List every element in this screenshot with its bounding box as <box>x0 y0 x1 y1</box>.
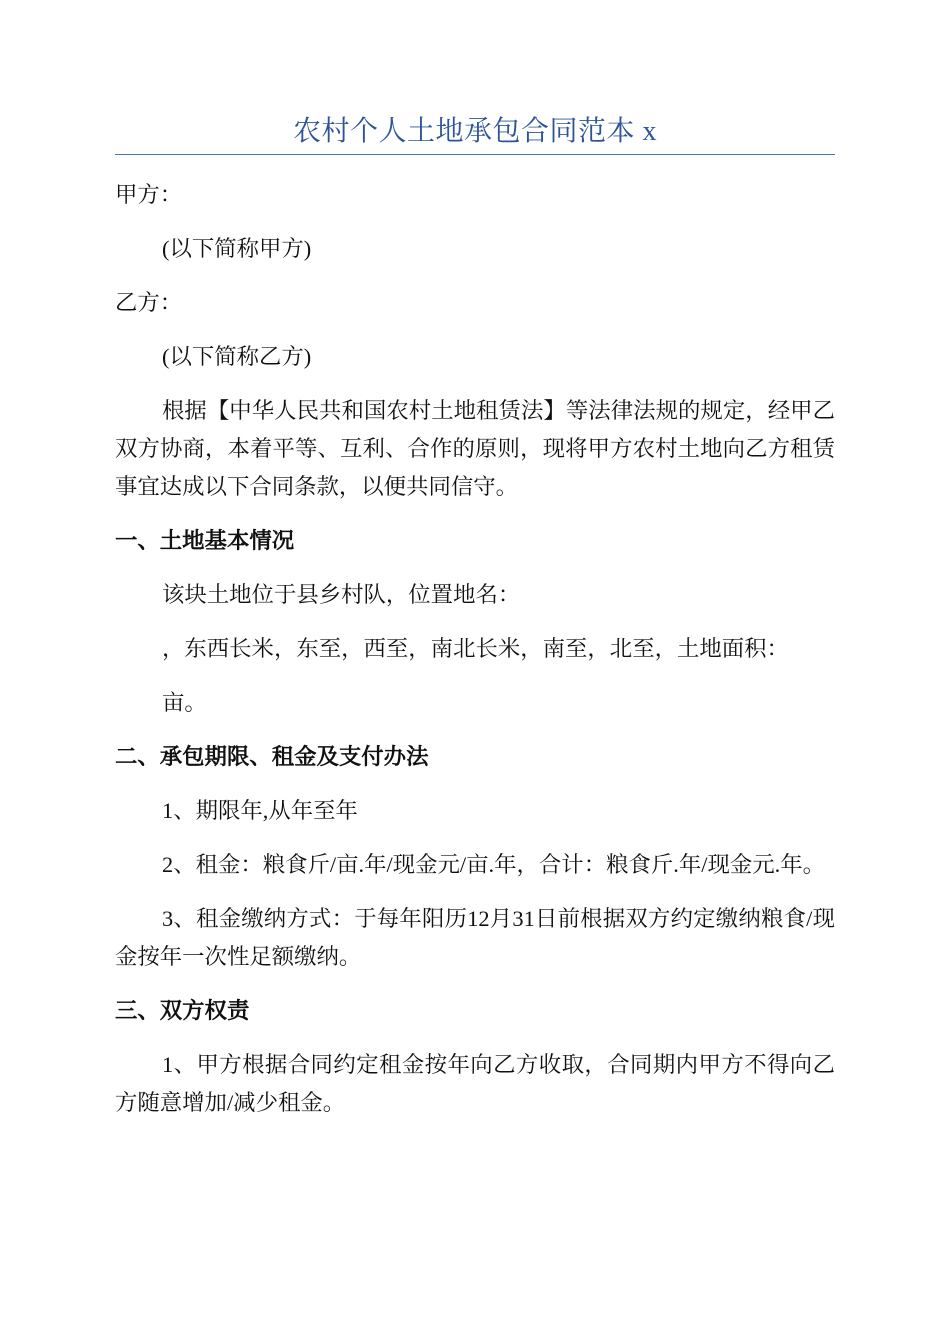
section-3-heading: 三、双方权责 <box>115 998 250 1023</box>
party-a-note: (以下简称甲方) <box>162 236 312 261</box>
section-1-paragraph-3: 亩。 <box>162 690 207 715</box>
document-title: 农村个人土地承包合同范本 x <box>292 116 657 147</box>
section-2-paragraph-1: 1、期限年,从年至年 <box>162 798 358 823</box>
section-2-heading: 二、承包期限、租金及支付办法 <box>115 744 429 769</box>
title-block <box>115 112 835 155</box>
party-b-note: (以下简称乙方) <box>162 344 312 369</box>
preamble-paragraph: 根据【中华人民共和国农村土地租赁法】等法律法规的规定，经甲乙双方协商，本着平等、互利、合作的原则，现将甲方农村土地向乙方租赁事宜达成以下合同条款，以便共同信守。 <box>115 398 835 499</box>
document-body <box>115 176 835 1138</box>
section-3-paragraph-1: 1、甲方根据合同约定租金按年向乙方收取，合同期内甲方不得向乙方随意增加/减少租金。 <box>115 1052 835 1115</box>
section-2-paragraph-3: 3、租金缴纳方式：于每年阳历12月31日前根据双方约定缴纳粮食/现金按年一次性足额缴纳。 <box>115 906 835 969</box>
section-1-paragraph-2: ，东西长米，东至，西至，南北长米，南至，北至，土地面积： <box>162 636 789 661</box>
party-b-label: 乙方： <box>115 290 183 315</box>
section-2-paragraph-2: 2、租金：粮食斤/亩.年/现金元/亩.年，合计：粮食斤.年/现金元.年。 <box>162 852 826 877</box>
section-1-paragraph-1: 该块土地位于县乡村队，位置地名： <box>162 582 521 607</box>
section-1-heading: 一、土地基本情况 <box>115 528 295 553</box>
party-a-label: 甲方： <box>115 182 183 207</box>
